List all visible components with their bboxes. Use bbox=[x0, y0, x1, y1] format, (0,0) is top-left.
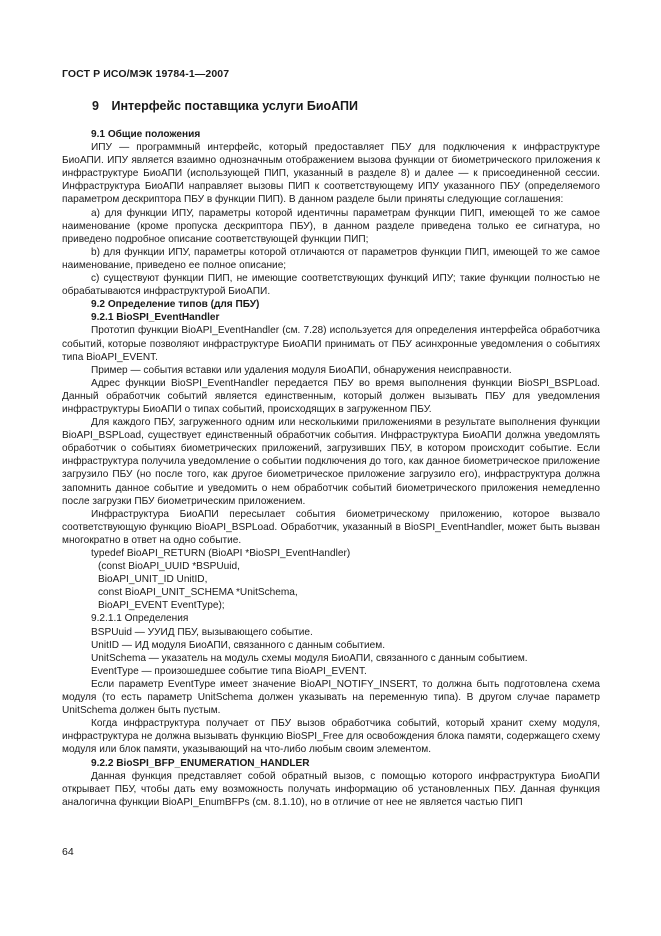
section-title: Интерфейс поставщика услуги БиоАПИ bbox=[111, 99, 359, 113]
subsection-heading: 9.2.1 BioSPI_EventHandler bbox=[91, 312, 220, 324]
paragraph: ИПУ — программный интерфейс, который предоставляет ПБУ для подключения к инфраструктуре БиоАПИ. ИПУ является взаимно однозначным отображением вызова функции от биометрического приложения к инфраструктуре БиоАПИ (использующей ПИП, указанный в разделе 8) и далее — к присоединенной сессии. Инфраструктура БиоАПИ направляет вызовы ПИП к соответствующему ИПУ указанного ПБУ (определяемого параметром дескриптора ПБУ в функции ПИП). В данном разделе были приняты следующие соглашения: bbox=[62, 142, 600, 206]
section-heading bbox=[92, 99, 358, 113]
section-number: 9 bbox=[92, 99, 99, 113]
paragraph: UnitSchema — указатель на модуль схемы модуля БиоАПИ, связанного с данным событием. bbox=[91, 652, 528, 664]
paragraph: Прототип функции BioAPI_EventHandler (см. 7.28) используется для определения интерфейса обработчика событий, которые позволяют инфраструктуре БиоАПИ принимать от ПБУ асинхронные уведомления о событиях типа BioAPI_EVENT. bbox=[62, 325, 600, 363]
paragraph: b) для функции ИПУ, параметры которой отличаются от параметров функции ПИП, имеющей то же самое наименование, приведено ее полное описание; bbox=[62, 246, 600, 271]
paragraph: Инфраструктура БиоАПИ пересылает события биометрическому приложению, которое вызвало соответствующую функцию BioAPI_BSPLoad. Обработчик, указанный в BioSPI_EventHandler, может быть вызван многократно в ответ на одно событие. bbox=[62, 508, 600, 546]
document-body bbox=[62, 128, 600, 809]
paragraph: Когда инфраструктура получает от ПБУ вызов обработчика событий, который хранит схему модуля, инфраструктура не должна вызывать функцию BioSPI_Free для освобождения блока памяти, содержащего схему модуля или блок памяти, указывающий на что-либо любым своим элементом. bbox=[62, 718, 600, 756]
code-line: (const BioAPI_UUID *BSPUuid, bbox=[98, 561, 240, 573]
paragraph: EventType — произошедшее событие типа BioAPI_EVENT. bbox=[91, 665, 367, 677]
subsection-heading: 9.2 Определение типов (для ПБУ) bbox=[91, 299, 260, 311]
subsection-heading: 9.2.2 BioSPI_BFP_ENUMERATION_HANDLER bbox=[91, 757, 310, 769]
paragraph: Если параметр EventType имеет значение BioAPI_NOTIFY_INSERT, то должна быть подготовлена схема модуля (то есть параметр UnitSchema должен указывать на переменную типа). В другом случае параметр UnitSchema должен быть пустым. bbox=[62, 678, 600, 717]
paragraph: BSPUuid — УУИД ПБУ, вызывающего событие. bbox=[91, 626, 313, 638]
paragraph: UnitID — ИД модуля БиоАПИ, связанного с данным событием. bbox=[91, 639, 386, 651]
code-line: BioAPI_UNIT_ID UnitID, bbox=[98, 574, 208, 586]
code-line: const BioAPI_UNIT_SCHEMA *UnitSchema, bbox=[98, 587, 298, 599]
code-line: typedef BioAPI_RETURN (BioAPI *BioSPI_EventHandler) bbox=[91, 548, 351, 559]
paragraph: a) для функции ИПУ, параметры которой идентичны параметрам функции ПИП, имеющей то же самое наименование (кроме пропуска дескриптора ПБУ), в данном разделе приведена только ее сигнатура, но приведено подробное описание соответствующей функции ПИП; bbox=[62, 207, 600, 245]
paragraph: Адрес функции BioSPI_EventHandler передается ПБУ во время выполнения функции BioSPI_BSPLoad. Данный обработчик событий является единственным, который должен вызывать ПБУ для уведомления инфраструктуры БиоАПИ о типах событий, происходящих в загруженном ПБУ. bbox=[62, 377, 600, 415]
code-line: BioAPI_EVENT EventType); bbox=[98, 600, 225, 612]
paragraph: Пример — события вставки или удаления модуля БиоАПИ, обнаружения неисправности. bbox=[91, 364, 512, 376]
paragraph: Данная функция представляет собой обратный вызов, с помощью которого инфраструктура БиоАПИ открывает ПБУ, чтобы дать ему возможность получать информацию об установленных ПБУ. Данная функция аналогична функции BioAPI_EnumBFPs (см. 8.1.10), но в отличие от нее не является частью ПИП bbox=[62, 770, 600, 808]
paragraph: Для каждого ПБУ, загруженного одним или несколькими приложениями в результате выполнения функции BioAPI_BSPLoad, существует единственный обработчик события. Инфраструктура БиоАПИ должна уведомлять обработчик о событиях биометрических приложений, загрузивших ПБУ, в котором происходит событие. Если инфраструктура получила уведомление о событии подключения до того, как данное биометрическое приложение загрузило ПБУ (но после того, как другое биометрическое приложение загрузило его), инфраструктура должна запомнить данное событие и уведомить о нем обработчик событий биометрического приложения немедленно после загрузки ПБУ биометрическим приложением. bbox=[62, 417, 600, 507]
paragraph: c) существуют функции ПИП, не имеющие соответствующих функций ИПУ; такие функции полностью не обрабатываются инфраструктурой БиоАПИ. bbox=[62, 273, 600, 298]
document-header: ГОСТ Р ИСО/МЭК 19784-1—2007 bbox=[62, 68, 230, 80]
subsection-heading: 9.1 Общие положения bbox=[91, 129, 201, 140]
paragraph: 9.2.1.1 Определения bbox=[91, 613, 189, 625]
page-number: 64 bbox=[62, 846, 74, 858]
